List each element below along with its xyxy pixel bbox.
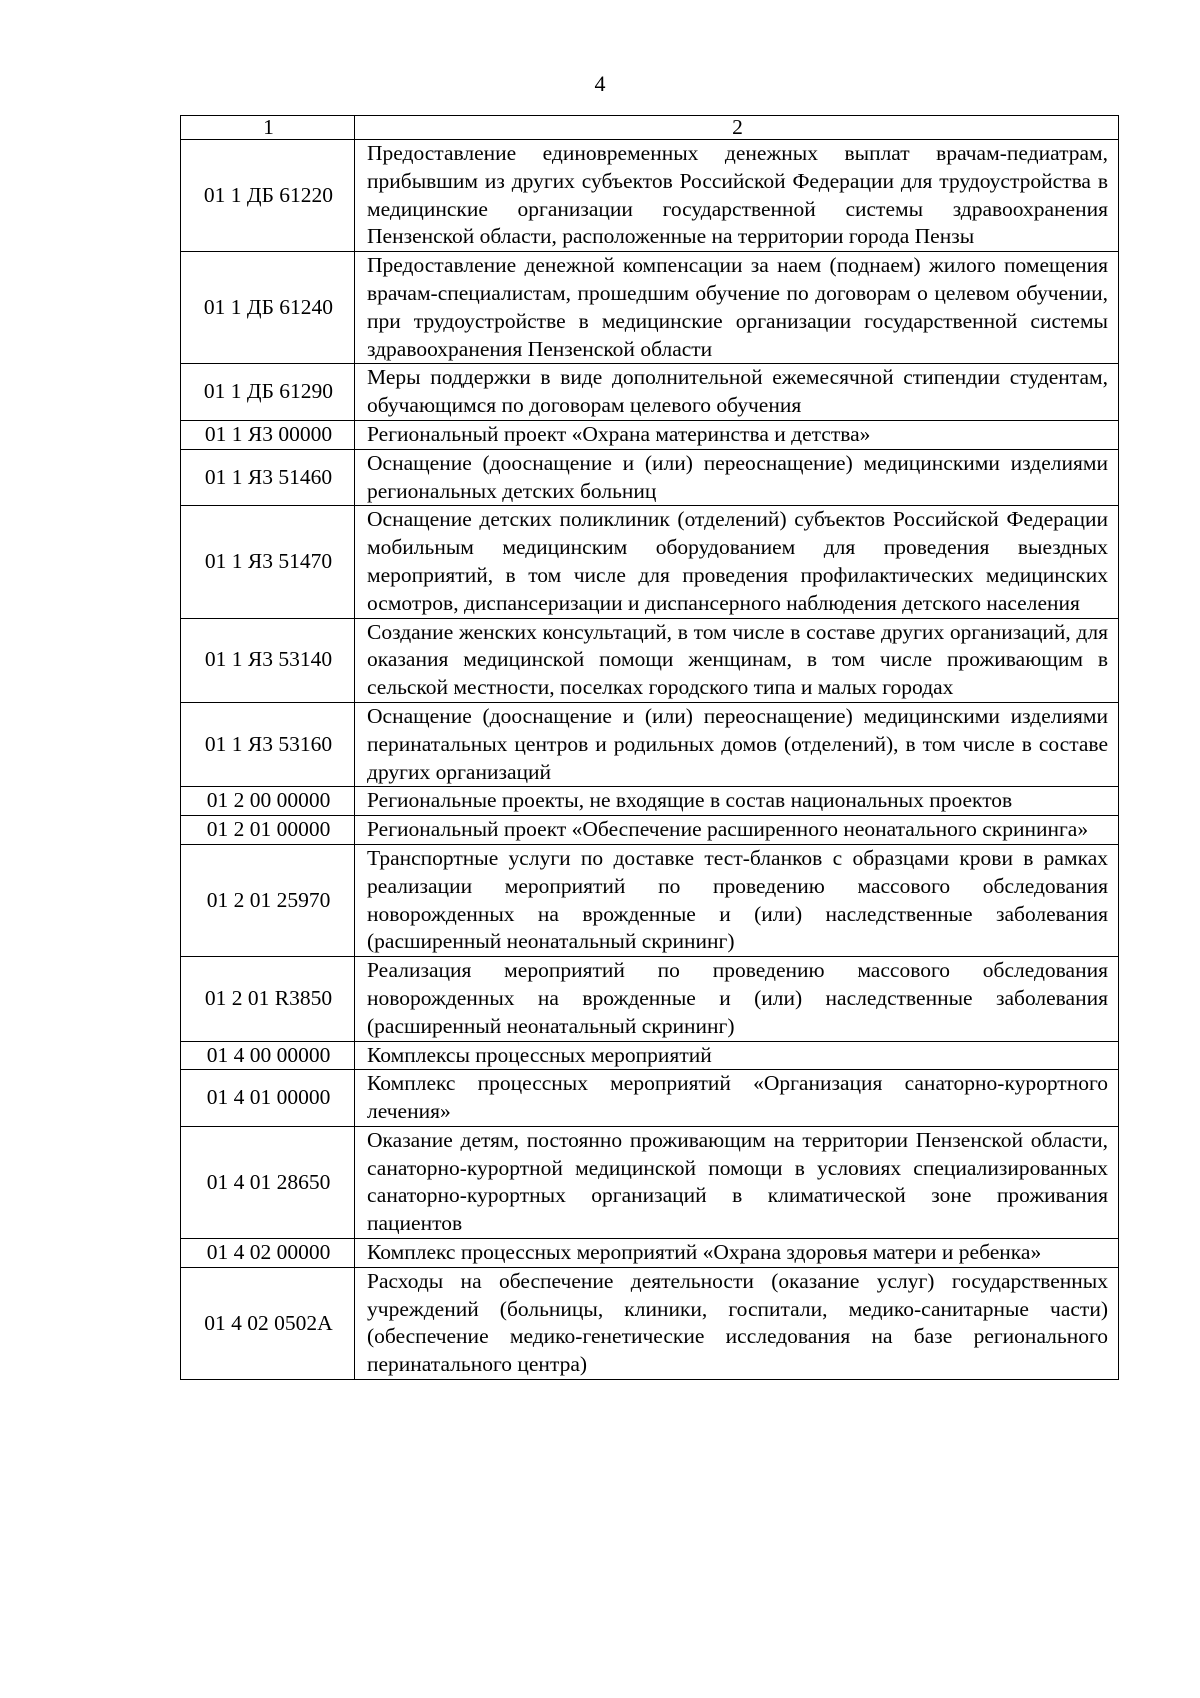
row-description: Региональный проект «Охрана материнства и детства» [355,420,1119,449]
row-description: Меры поддержки в виде дополнительной ежемесячной стипендии студентам, обучающимся по договорам целевого обучения [355,364,1119,421]
page-number: 4 [594,71,606,96]
row-description: Комплексы процессных мероприятий [355,1041,1119,1070]
row-code: 01 4 02 0502А [181,1267,355,1379]
table-header-row [181,116,1119,140]
row-code: 01 4 02 00000 [181,1239,355,1268]
row-code: 01 1 ДБ 61240 [181,252,355,364]
table-row [181,364,1119,421]
row-description: Оказание детям, постоянно проживающим на территории Пензенской области, санаторно-курортной медицинской помощи в условиях специализированных санаторно-курортных организаций в климатической зоне проживания пациентов [355,1126,1119,1238]
row-description: Оснащение детских поликлиник (отделений) субъектов Российской Федерации мобильным медицинским оборудованием для проведения выездных мероприятий, в том числе для проведения профилактических медицинских осмотров, диспансеризации и диспансерного наблюдения детского населения [355,506,1119,618]
table-row [181,140,1119,252]
row-description: Расходы на обеспечение деятельности (оказание услуг) государственных учреждений (больницы, клиники, госпитали, медико-санитарные части) (обеспечение медико-генетические исследования на базе регионального перинатального центра) [355,1267,1119,1379]
row-description: Создание женских консультаций, в том числе в составе других организаций, для оказания медицинской помощи женщинам, в том числе проживающим в сельской местности, поселках городского типа и малых городах [355,618,1119,702]
row-code: 01 2 01 R3850 [181,957,355,1041]
row-description: Транспортные услуги по доставке тест-бланков с образцами крови в рамках реализации мероприятий по проведению массового обследования новорожденных на врожденные и (или) наследственные заболевания (расширенный неонатальный скрининг) [355,844,1119,956]
table-row [181,420,1119,449]
row-description: Региональные проекты, не входящие в состав национальных проектов [355,787,1119,816]
row-description: Комплекс процессных мероприятий «Организация санаторно-курортного лечения» [355,1070,1119,1127]
table-row [181,1070,1119,1127]
table-row [181,618,1119,702]
table-row [181,1041,1119,1070]
row-code: 01 1 Я3 53140 [181,618,355,702]
row-description: Оснащение (дооснащение и (или) переоснащение) медицинскими изделиями региональных детских больниц [355,449,1119,506]
budget-classification-table [180,115,1119,1380]
table-row [181,816,1119,845]
row-code: 01 2 00 00000 [181,787,355,816]
table-row [181,702,1119,786]
row-description: Региональный проект «Обеспечение расширенного неонатального скрининга» [355,816,1119,845]
table-row [181,506,1119,618]
column-header-description: 2 [355,116,1119,140]
table-row [181,957,1119,1041]
row-code: 01 4 01 28650 [181,1126,355,1238]
row-description: Реализация мероприятий по проведению массового обследования новорожденных на врожденные и (или) наследственные заболевания (расширенный неонатальный скрининг) [355,957,1119,1041]
row-code: 01 4 01 00000 [181,1070,355,1127]
row-description: Оснащение (дооснащение и (или) переоснащение) медицинскими изделиями перинатальных центров и родильных домов (отделений), в том числе в составе других организаций [355,702,1119,786]
table-row [181,1126,1119,1238]
row-code: 01 1 Я3 51460 [181,449,355,506]
row-code: 01 1 ДБ 61220 [181,140,355,252]
row-code: 01 1 Я3 00000 [181,420,355,449]
row-code: 01 1 Я3 53160 [181,702,355,786]
column-header-code: 1 [181,116,355,140]
table-row [181,1267,1119,1379]
row-description: Предоставление единовременных денежных выплат врачам-педиатрам, прибывшим из других субъектов Российской Федерации для трудоустройства в медицинские организации государственной системы здравоохранения Пензенской области, расположенные на территории города Пензы [355,140,1119,252]
table-row [181,252,1119,364]
table-row [181,787,1119,816]
table-row [181,844,1119,956]
row-description: Предоставление денежной компенсации за наем (поднаем) жилого помещения врачам-специалистам, прошедшим обучение по договорам о целевом обучении, при трудоустройстве в медицинские организации государственной системы здравоохранения Пензенской области [355,252,1119,364]
table-row [181,449,1119,506]
row-code: 01 1 Я3 51470 [181,506,355,618]
table-row [181,1239,1119,1268]
row-code: 01 2 01 25970 [181,844,355,956]
row-code: 01 1 ДБ 61290 [181,364,355,421]
row-code: 01 4 00 00000 [181,1041,355,1070]
row-code: 01 2 01 00000 [181,816,355,845]
row-description: Комплекс процессных мероприятий «Охрана здоровья матери и ребенка» [355,1239,1119,1268]
